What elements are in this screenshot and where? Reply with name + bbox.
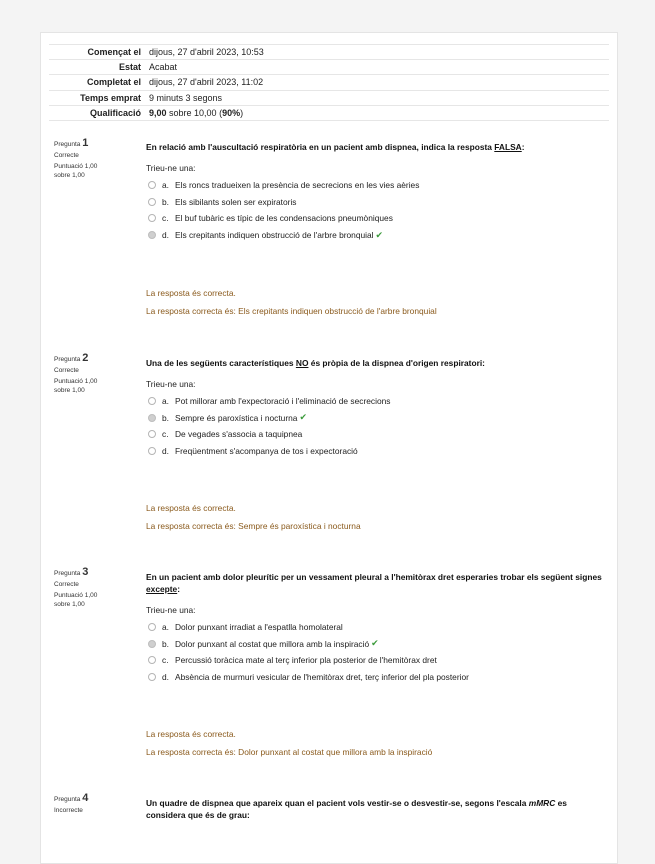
radio-button[interactable] (148, 198, 156, 206)
feedback-right-answer: La resposta correcta és: Dolor punxant al costat que millora amb la inspiració (146, 747, 433, 757)
question-text: Una de les següents característiques NO és pròpia de la dispnea d'origen respiratori: (146, 358, 485, 368)
question-info-1 (54, 139, 126, 180)
question-state: Correcte (54, 581, 79, 588)
question-number: 1 (82, 137, 89, 149)
question-text: En relació amb l'auscultació respiratòria en un pacient amb dispnea, indica la resposta FALSA: (146, 142, 525, 152)
answer-option[interactable] (146, 393, 606, 410)
answer-letter: a. (162, 396, 169, 407)
summary-row-state (49, 60, 609, 75)
question-mark: Puntuació 1,00 (54, 592, 98, 599)
answer-text: Percussió toràcica mate al terç inferior pla posterior de l'hemitòrax dret (175, 655, 437, 666)
grade-score: 9,00 (149, 107, 167, 118)
answer-option[interactable] (146, 177, 606, 194)
grade-percent: 90% (222, 107, 241, 118)
answer-text: Els sibilants solen ser expiratoris (175, 196, 297, 207)
question-text: En un pacient amb dolor pleurític per un vessament pleural a l'hemitòrax dret esperaries trobar els següent signes excepte: (146, 572, 602, 594)
question-mark: Puntuació 1,00 (54, 378, 98, 385)
radio-button-checked[interactable] (148, 414, 156, 422)
summary-row-grade (49, 106, 609, 121)
question-state: Incorrecte (54, 807, 83, 814)
answer-option-selected[interactable] (146, 227, 606, 244)
correct-check-icon: ✔ (371, 638, 379, 649)
correct-check-icon: ✔ (375, 229, 384, 240)
answer-letter: c. (162, 655, 169, 666)
question-state: Correcte (54, 367, 79, 374)
answer-option[interactable] (146, 210, 606, 227)
answer-letter: b. (162, 412, 169, 423)
answer-option-selected[interactable] (146, 636, 606, 653)
grade-out-of: sobre 10,00 ( (166, 107, 223, 118)
summary-row-started (49, 44, 609, 60)
answer-text: Pot millorar amb l'expectoració i l'eliminació de secrecions (175, 396, 391, 407)
feedback-status: La resposta és correcta. (146, 729, 236, 739)
quiz-review-page (40, 32, 618, 864)
summary-label: Començat el (87, 47, 141, 58)
answer-letter: d. (162, 672, 169, 683)
radio-button[interactable] (148, 430, 156, 438)
answer-option-selected[interactable] (146, 410, 606, 427)
question-text: Un quadre de dispnea que apareix quan el pacient vols vestir-se o desvestir-se, segons l'escala mMRC es considera que és de grau: (146, 798, 567, 820)
answer-option[interactable] (146, 443, 606, 460)
answer-letter: c. (162, 429, 169, 440)
answer-letter: c. (162, 213, 169, 224)
question-body-4 (146, 797, 606, 821)
question-number: 3 (82, 566, 89, 578)
grade-paren: ) (240, 107, 244, 118)
question-number: 4 (82, 792, 89, 804)
question-number: 2 (82, 352, 89, 364)
answer-text: Dolor punxant irradiat a l'espatlla homolateral (175, 622, 343, 633)
answer-text: Sempre és paroxística i nocturna (175, 412, 298, 423)
answer-text: Els crepitants indiquen obstrucció de l'arbre bronquial (175, 230, 374, 241)
question-info-2 (54, 354, 126, 395)
emphasis-underlined: NO (295, 358, 309, 368)
answer-text: De vegades s'associa a taquipnea (175, 429, 303, 440)
summary-value: 9 minuts 3 segons (149, 92, 223, 103)
question-mark-total: sobre 1,00 (54, 601, 85, 608)
feedback-right-answer: La resposta correcta és: Els crepitants indiquen obstrucció de l'arbre bronquial (146, 306, 437, 316)
answer-letter: b. (162, 638, 169, 649)
feedback-status: La resposta és correcta. (146, 503, 236, 513)
summary-label: Temps emprat (80, 92, 141, 103)
summary-row-time-taken (49, 91, 609, 106)
answer-text: El buf tubàric es típic de les condensacions pneumòniques (175, 213, 393, 224)
question-label: Pregunta (54, 796, 81, 803)
question-state: Correcte (54, 152, 79, 159)
answer-letter: a. (162, 622, 169, 633)
feedback-3 (146, 725, 606, 761)
answer-option[interactable] (146, 426, 606, 443)
radio-button-checked[interactable] (148, 640, 156, 648)
summary-value: dijous, 27 d'abril 2023, 11:02 (149, 77, 264, 88)
question-mark-total: sobre 1,00 (54, 172, 85, 179)
answer-option[interactable] (146, 652, 606, 669)
answer-text: Absència de murmuri vesicular de l'hemitòrax dret, terç inferior del pla posterior (175, 672, 469, 683)
feedback-2 (146, 499, 606, 535)
answer-prompt: Trieu-ne una: (146, 163, 196, 173)
radio-button[interactable] (148, 623, 156, 631)
summary-label: Qualificació (89, 107, 141, 118)
answer-option[interactable] (146, 619, 606, 636)
emphasis-italic: mMRC (528, 798, 556, 808)
feedback-1 (146, 284, 606, 320)
answer-letter: a. (162, 180, 169, 191)
answer-option[interactable] (146, 194, 606, 211)
radio-button[interactable] (148, 673, 156, 681)
emphasis-underlined: FALSA (494, 142, 522, 152)
radio-button-checked[interactable] (148, 231, 156, 239)
question-label: Pregunta (54, 356, 81, 363)
answer-list (146, 177, 606, 243)
answer-text: Freqüentment s'acompanya de tos i expectoració (175, 446, 358, 457)
question-label: Pregunta (54, 141, 81, 148)
radio-button[interactable] (148, 447, 156, 455)
answer-prompt: Trieu-ne una: (146, 379, 196, 389)
answer-letter: d. (162, 230, 169, 241)
answer-list (146, 393, 606, 459)
feedback-status: La resposta és correcta. (146, 288, 236, 298)
radio-button[interactable] (148, 214, 156, 222)
question-mark: Puntuació 1,00 (54, 163, 98, 170)
correct-check-icon: ✔ (299, 412, 307, 423)
question-mark-total: sobre 1,00 (54, 387, 85, 394)
answer-text: Dolor punxant al costat que millora amb la inspiració (175, 638, 370, 649)
answer-letter: d. (162, 446, 169, 457)
summary-label: Estat (118, 62, 141, 73)
radio-button[interactable] (148, 181, 156, 189)
question-body-3 (146, 571, 606, 685)
question-info-3 (54, 568, 126, 609)
summary-label: Completat el (86, 77, 141, 88)
emphasis-underlined: excepte (146, 584, 178, 594)
summary-value: dijous, 27 d'abril 2023, 10:53 (149, 47, 264, 58)
summary-row-completed (49, 75, 609, 90)
attempt-summary-table (49, 44, 609, 121)
answer-text: Els roncs tradueixen la presència de secrecions en les vies aèries (175, 180, 420, 191)
summary-value: Acabat (149, 62, 178, 73)
answer-prompt: Trieu-ne una: (146, 605, 196, 615)
radio-button[interactable] (148, 397, 156, 405)
radio-button[interactable] (148, 656, 156, 664)
question-info-4 (54, 794, 126, 817)
answer-letter: b. (162, 196, 169, 207)
question-label: Pregunta (54, 570, 81, 577)
summary-value (149, 108, 243, 118)
answer-option[interactable] (146, 669, 606, 686)
answer-list (146, 619, 606, 685)
feedback-right-answer: La resposta correcta és: Sempre és paroxística i nocturna (146, 521, 361, 531)
question-body-2 (146, 357, 606, 459)
question-body-1 (146, 141, 606, 243)
